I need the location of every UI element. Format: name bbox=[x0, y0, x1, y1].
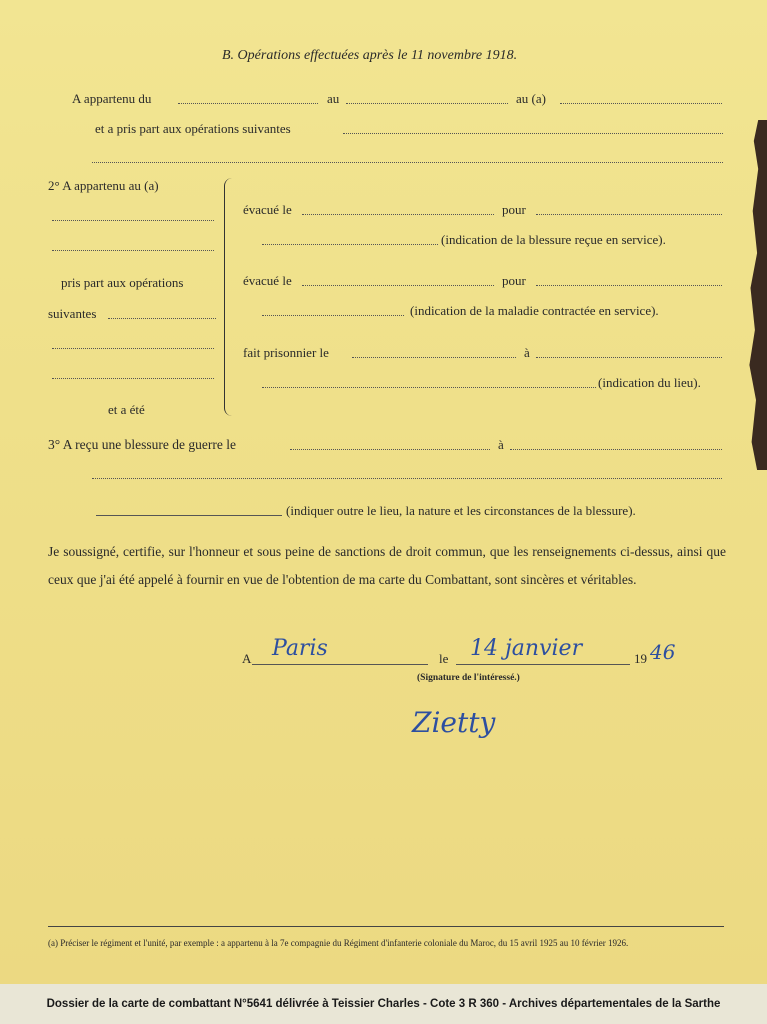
prisonnier-label: fait prisonnier le bbox=[243, 345, 329, 360]
field-line bbox=[52, 348, 214, 349]
handwritten-signature: Zietty bbox=[412, 706, 496, 739]
field-line bbox=[262, 387, 596, 388]
sign-le-label: le bbox=[439, 651, 449, 666]
field-line bbox=[510, 449, 722, 450]
footnote-divider bbox=[48, 926, 724, 927]
signature-caption: (Signature de l'intéressé.) bbox=[417, 673, 520, 683]
year-prefix: 19 bbox=[634, 651, 647, 666]
field-line bbox=[178, 103, 318, 104]
field-line bbox=[92, 478, 722, 479]
certification-paragraph: Je soussigné, certifie, sur l'honneur et sous peine de sanctions de droit commun, que les renseignements ci-dessus, ainsi que ceux que j'ai été appelé à fournir en vue de l'obtention de ma carte du Combattant, sont sincères et véritables. bbox=[48, 544, 726, 587]
field-line bbox=[96, 515, 282, 516]
sign-a-label: A bbox=[242, 651, 252, 666]
field-line bbox=[52, 378, 214, 379]
footnote: (a) Préciser le régiment et l'unité, par exemple : a appartenu à la 7e compagnie du Régiment d'infanterie coloniale du Maroc, du 15 avril 1925 au 10 février 1926. bbox=[48, 938, 629, 948]
field-line bbox=[92, 162, 723, 163]
sec2-suivantes: suivantes bbox=[48, 306, 97, 321]
sec2-et-a-ete: et a été bbox=[108, 402, 145, 417]
field-line bbox=[536, 357, 722, 358]
field-line bbox=[302, 214, 494, 215]
pour-label-1: pour bbox=[502, 202, 526, 217]
lieu-indication: (indication du lieu). bbox=[598, 375, 701, 390]
handwritten-place: Paris bbox=[272, 636, 328, 661]
blessure-indication: (indication de la blessure reçue en service). bbox=[441, 232, 666, 247]
row2-label: et a pris part aux opérations suivantes bbox=[95, 121, 291, 136]
field-line bbox=[343, 133, 723, 134]
row1-label-au-a: au (a) bbox=[516, 91, 546, 106]
bracket bbox=[224, 178, 233, 416]
sec3-indiquer: (indiquer outre le lieu, la nature et les circonstances de la blessure). bbox=[286, 503, 636, 518]
field-line bbox=[302, 285, 494, 286]
field-line bbox=[252, 664, 428, 665]
sec2-pris: pris part aux opérations bbox=[61, 275, 184, 290]
archive-caption: Dossier de la carte de combattant N°5641 délivrée à Teissier Charles - Cote 3 R 360 - Archives départementales de la Sarthe bbox=[0, 984, 767, 1024]
pour-label-2: pour bbox=[502, 273, 526, 288]
field-line bbox=[52, 250, 214, 251]
field-line bbox=[560, 103, 722, 104]
section-heading: B. Opérations effectuées après le 11 novembre 1918. bbox=[222, 48, 518, 63]
handwritten-year: 46 bbox=[650, 640, 676, 664]
field-line bbox=[108, 318, 216, 319]
field-line bbox=[52, 220, 214, 221]
evacue-label-2: évacué le bbox=[243, 273, 292, 288]
prisonnier-a: à bbox=[524, 345, 530, 360]
row1-label-du: A appartenu du bbox=[72, 91, 152, 106]
sec3-a: à bbox=[498, 437, 504, 452]
maladie-indication: (indication de la maladie contractée en service). bbox=[410, 303, 659, 318]
field-line bbox=[352, 357, 516, 358]
sec3-title: 3° A reçu une blessure de guerre le bbox=[48, 437, 236, 452]
field-line bbox=[346, 103, 508, 104]
sec2-title: 2° A appartenu au (a) bbox=[48, 178, 159, 193]
evacue-label-1: évacué le bbox=[243, 202, 292, 217]
field-line bbox=[536, 285, 722, 286]
field-line bbox=[536, 214, 722, 215]
field-line bbox=[290, 449, 490, 450]
handwritten-date: 14 janvier bbox=[470, 636, 583, 661]
field-line bbox=[262, 244, 438, 245]
row1-label-au: au bbox=[327, 91, 340, 106]
field-line bbox=[262, 315, 404, 316]
field-line bbox=[456, 664, 630, 665]
torn-edge bbox=[745, 120, 767, 470]
